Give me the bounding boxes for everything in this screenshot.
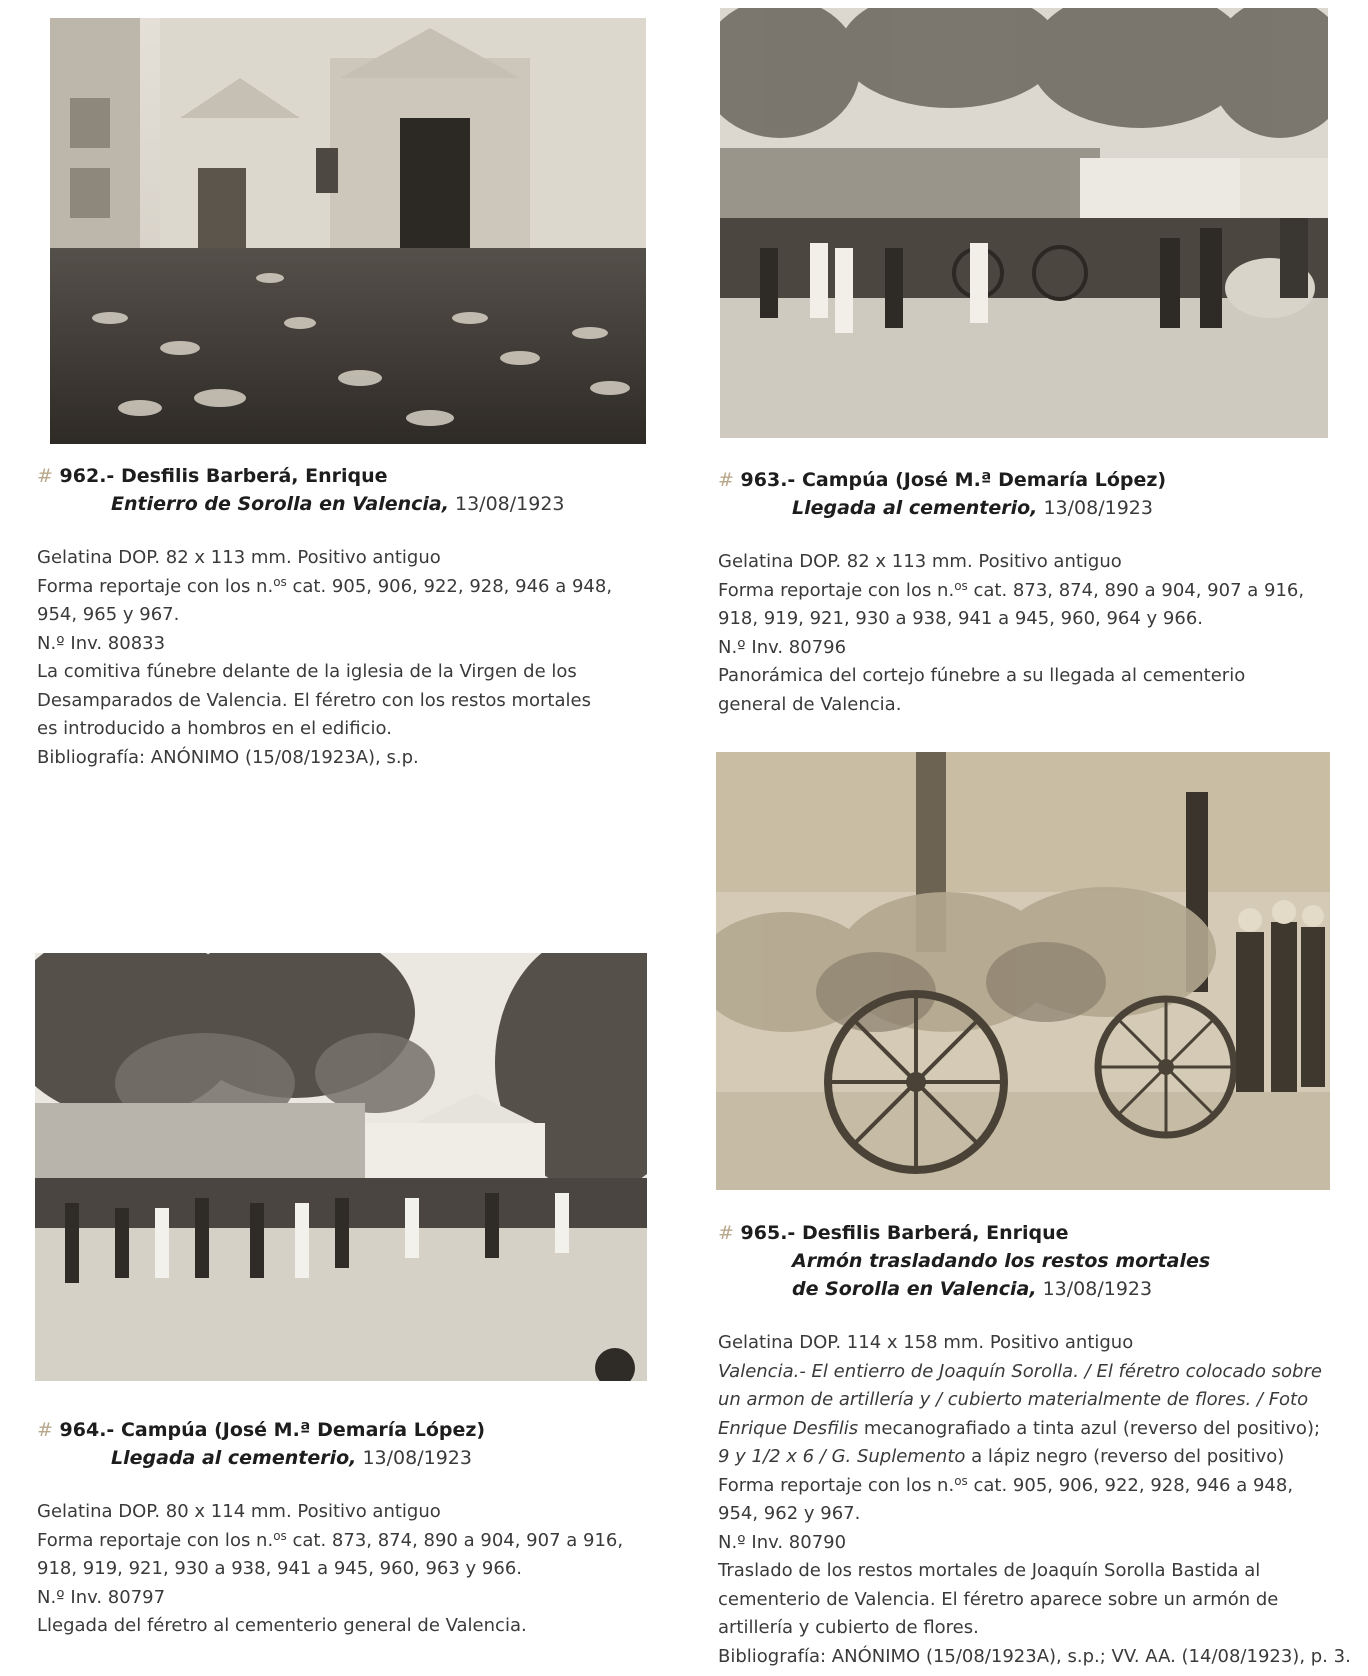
inscription-italic: Enrique Desfilis [718,1417,859,1439]
hash-marker: # [718,469,734,491]
entry-title: Armón trasladando los restos mortales [792,1250,1211,1272]
technique: Gelatina DOP. 82 x 113 mm. Positivo antiguo [718,551,1122,572]
photo-965-gun-carriage [716,752,1330,1190]
bibliography: Bibliografía: ANÓNIMO (15/08/1923A), s.p.; VV. AA. (14/08/1923), p. 3. [718,1645,1351,1667]
entry-body [37,1498,697,1641]
catalog-entry-964 [37,1416,697,1641]
reportage-cont: 954, 965 y 967. [37,604,180,625]
inventory: N.º Inv. 80790 [718,1531,847,1553]
catalog-entry-965 [718,1219,1358,1671]
inscription-line: Valencia.- El entierro de Joaquín Sorolla. / El féretro colocado sobre [718,1360,1322,1382]
inscription-plain: a lápiz negro (reverso del positivo) [965,1446,1285,1467]
inscription-line [718,1443,1358,1472]
entry-number: 964.- [59,1419,115,1441]
reportage-sup: os [273,1528,287,1543]
reportage-text: cat. 905, 906, 922, 928, 946 a 948, [286,575,613,597]
reportage [718,577,1358,606]
hash-marker: # [37,1419,53,1441]
description-line: es introducido a hombros en el edificio. [37,718,392,739]
photo-963-cemetery-arrival [720,8,1328,438]
reportage-sup: os [954,1473,968,1488]
catalog-entry-962 [37,462,677,772]
reportage-cont: 918, 919, 921, 930 a 938, 941 a 945, 960, 964 y 966. [718,608,1203,629]
photo-962-church-crowd [50,18,646,444]
inventory: N.º Inv. 80833 [37,632,166,654]
entry-title-line [718,1247,1358,1275]
entry-number: 963.- [740,469,796,491]
hash-marker: # [37,465,53,487]
entry-title-line [37,1444,697,1472]
reportage-text: cat. 905, 906, 922, 928, 946 a 948, [967,1474,1294,1496]
entry-title: de Sorolla en Valencia, [792,1278,1037,1300]
technique: Gelatina DOP. 114 x 158 mm. Positivo antiguo [718,1332,1134,1353]
entry-date: 13/08/1923 [1043,497,1153,519]
reportage [37,573,677,602]
entry-number: 965.- [740,1222,796,1244]
reportage-prefix: Forma reportaje con los n. [718,579,955,601]
reportage-prefix: Forma reportaje con los n. [37,575,274,597]
entry-author: Desfilis Barberá, Enrique [120,465,388,487]
inventory: N.º Inv. 80796 [718,636,847,658]
entry-number: 962.- [59,465,115,487]
reportage-cont: 918, 919, 921, 930 a 938, 941 a 945, 960, 963 y 966. [37,1558,522,1579]
entry-heading [37,462,677,490]
description-line: Panorámica del cortejo fúnebre a su llegada al cementerio [718,665,1246,686]
description-line: Llegada del féretro al cementerio general de Valencia. [37,1615,527,1636]
reportage-cont: 954, 962 y 967. [718,1503,861,1524]
inscription-italic: 9 y 1/2 x 6 / G. Suplemento [718,1446,966,1467]
reportage [718,1472,1358,1501]
inscription-plain: mecanografiado a tinta azul (reverso del positivo); [858,1417,1321,1439]
catalog-entry-963 [718,466,1358,719]
hash-marker: # [718,1222,734,1244]
entry-heading [718,466,1358,494]
entry-title: Llegada al cementerio, [792,497,1038,519]
entry-title: Llegada al cementerio, [111,1447,357,1469]
description-line: artillería y cubierto de flores. [718,1617,979,1638]
entry-date: 13/08/1923 [454,493,565,515]
inventory: N.º Inv. 80797 [37,1586,166,1608]
photo-964-street-procession [35,953,647,1381]
reportage-sup: os [954,578,968,593]
description-line: Traslado de los restos mortales de Joaquín Sorolla Bastida al [718,1560,1261,1581]
entry-title: Entierro de Sorolla en Valencia, [111,493,449,515]
entry-date: 13/08/1923 [362,1447,472,1469]
inscription-line: un armon de artillería y / cubierto materialmente de flores. / Foto [718,1389,1309,1410]
description-line: cementerio de Valencia. El féretro aparece sobre un armón de [718,1588,1279,1610]
entry-author: Campúa (José M.ª Demaría López) [120,1419,486,1441]
reportage-text: cat. 873, 874, 890 a 904, 907 a 916, [967,579,1305,601]
entry-body [718,548,1358,719]
description-line: La comitiva fúnebre delante de la iglesia de la Virgen de los [37,661,577,682]
entry-heading [718,1219,1358,1247]
technique: Gelatina DOP. 80 x 114 mm. Positivo antiguo [37,1501,441,1522]
entry-body [718,1329,1358,1671]
inscription-line [718,1415,1358,1444]
reportage-prefix: Forma reportaje con los n. [718,1474,955,1496]
entry-date: 13/08/1923 [1042,1278,1153,1300]
reportage-sup: os [273,574,287,589]
description-line: general de Valencia. [718,693,902,715]
reportage-prefix: Forma reportaje con los n. [37,1529,274,1551]
reportage-text: cat. 873, 874, 890 a 904, 907 a 916, [286,1529,624,1551]
entry-author: Desfilis Barberá, Enrique [801,1222,1069,1244]
technique: Gelatina DOP. 82 x 113 mm. Positivo antiguo [37,547,441,568]
entry-title-line [37,490,677,518]
bibliography: Bibliografía: ANÓNIMO (15/08/1923A), s.p. [37,746,419,768]
reportage [37,1527,697,1556]
entry-title-line [718,494,1358,522]
entry-heading [37,1416,697,1444]
description-line: Desamparados de Valencia. El féretro con los restos mortales [37,689,591,711]
entry-author: Campúa (José M.ª Demaría López) [801,469,1167,491]
entry-body [37,544,677,772]
entry-title-line [718,1275,1358,1303]
